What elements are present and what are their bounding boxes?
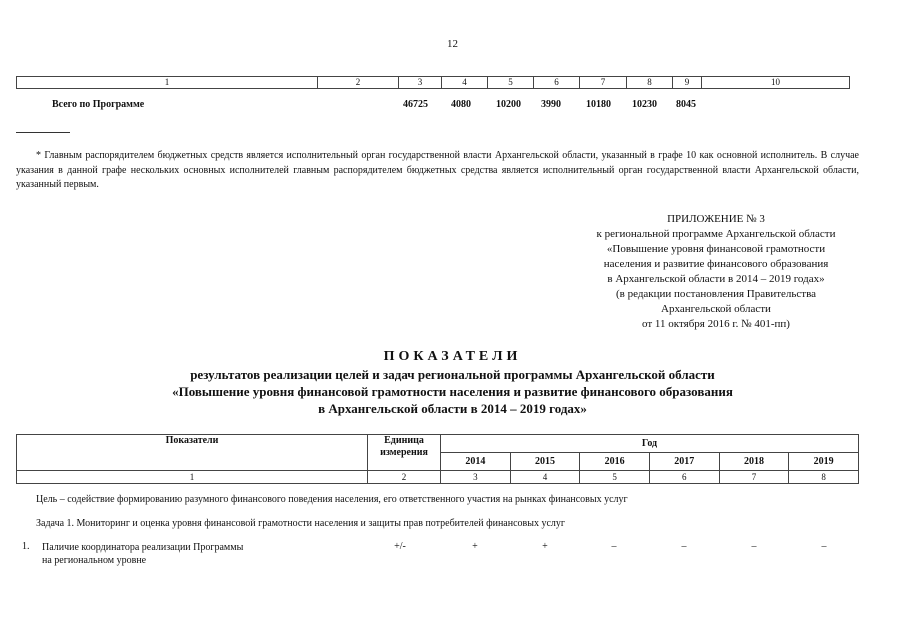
appendix-line: ПРИЛОЖЕНИЕ № 3	[667, 213, 765, 225]
col-num-cell: 5	[488, 77, 534, 89]
total-value: 8045	[676, 99, 696, 110]
year-cell: 2015	[510, 453, 580, 471]
col-num-cell: 3	[441, 471, 511, 484]
appendix-line: (в редакции постановления Правительства	[615, 288, 817, 300]
header-year: Год	[441, 435, 859, 453]
year-cell: 2019	[789, 453, 859, 471]
col-num-cell: 1	[17, 77, 318, 89]
total-value: 46725	[403, 99, 428, 110]
row-value: –	[821, 541, 827, 552]
row-value: –	[611, 541, 617, 552]
col-num-cell: 7	[719, 471, 789, 484]
appendix-line: «Повышение уровня финансовой грамотности	[606, 243, 826, 255]
footnote: * Главным распорядителем бюджетных средств является исполнительный орган государственной власти Архангельской области, указанный в графе 10 как основной исполнитель. В случае указания в данной графе нескольких основных исполнителей главным распорядителем бюджетных средства является исполнительный орган государственной власти Архангельской области, указанный первым.	[16, 150, 859, 190]
appendix-line: в Архангельской области в 2014 – 2019 годах»	[607, 273, 825, 285]
row-indicator-text	[42, 541, 302, 567]
row-text-line: на региональном уровне	[42, 555, 147, 566]
year-cell: 2018	[719, 453, 789, 471]
col-num-cell: 6	[534, 77, 580, 89]
col-num-cell: 7	[580, 77, 627, 89]
col-num-cell: 10	[702, 77, 850, 89]
year-cell: 2016	[580, 453, 650, 471]
task-text: Задача 1. Мониторинг и оценка уровня финансовой грамотности населения и защиты прав потребителей финансовых услуг	[36, 518, 565, 529]
col-num-cell: 9	[673, 77, 702, 89]
total-row	[0, 99, 905, 113]
total-value: 10230	[632, 99, 657, 110]
title-line: результатов реализации целей и задач региональной программы Архангельской области	[190, 367, 715, 382]
total-value: 4080	[451, 99, 471, 110]
footnote-separator	[16, 132, 70, 133]
row-value: –	[751, 541, 757, 552]
col-num-cell: 3	[399, 77, 442, 89]
year-cell: 2017	[649, 453, 719, 471]
total-value: 10180	[586, 99, 611, 110]
col-num-cell: 5	[580, 471, 650, 484]
col-num-cell: 8	[627, 77, 673, 89]
row-value: +	[542, 541, 548, 552]
row-value: +	[472, 541, 478, 552]
indicators-table	[16, 434, 859, 484]
header-indicators: Показатели	[17, 435, 368, 471]
goal-text: Цель – содействие формированию разумного финансового поведения населения, его ответственного участия на рынках финансовых услуг	[36, 494, 628, 505]
appendix-header	[560, 212, 872, 332]
total-label: Всего по Программе	[52, 99, 145, 110]
row-text-line: Паличие координатора реализации Программы	[42, 542, 244, 553]
document-title	[100, 348, 805, 417]
col-num-cell: 6	[649, 471, 719, 484]
appendix-line: к региональной программе Архангельской области	[596, 228, 836, 240]
appendix-line: от 11 октября 2016 г. № 401-пп)	[642, 318, 790, 330]
total-value: 10200	[496, 99, 521, 110]
col-num-cell: 4	[510, 471, 580, 484]
col-num-cell: 2	[368, 471, 441, 484]
page-number: 12	[447, 38, 458, 50]
col-num-cell: 8	[789, 471, 859, 484]
title-line: в Архангельской области в 2014 – 2019 годах»	[318, 401, 587, 416]
header-unit: Единица измерения	[368, 435, 441, 471]
year-cell: 2014	[441, 453, 511, 471]
row-unit: +/-	[394, 541, 406, 552]
col-num-cell: 2	[318, 77, 399, 89]
row-number: 1.	[22, 541, 30, 552]
col-num-cell: 4	[442, 77, 488, 89]
row-value: –	[681, 541, 687, 552]
appendix-line: Архангельской области	[661, 303, 771, 315]
total-value: 3990	[541, 99, 561, 110]
appendix-line: населения и развитие финансового образования	[603, 258, 829, 270]
title-main: ПОКАЗАТЕЛИ	[383, 349, 522, 364]
column-number-table	[16, 76, 850, 89]
col-num-cell: 1	[17, 471, 368, 484]
title-line: «Повышение уровня финансовой грамотности населения и развитие финансового образования	[172, 384, 733, 399]
